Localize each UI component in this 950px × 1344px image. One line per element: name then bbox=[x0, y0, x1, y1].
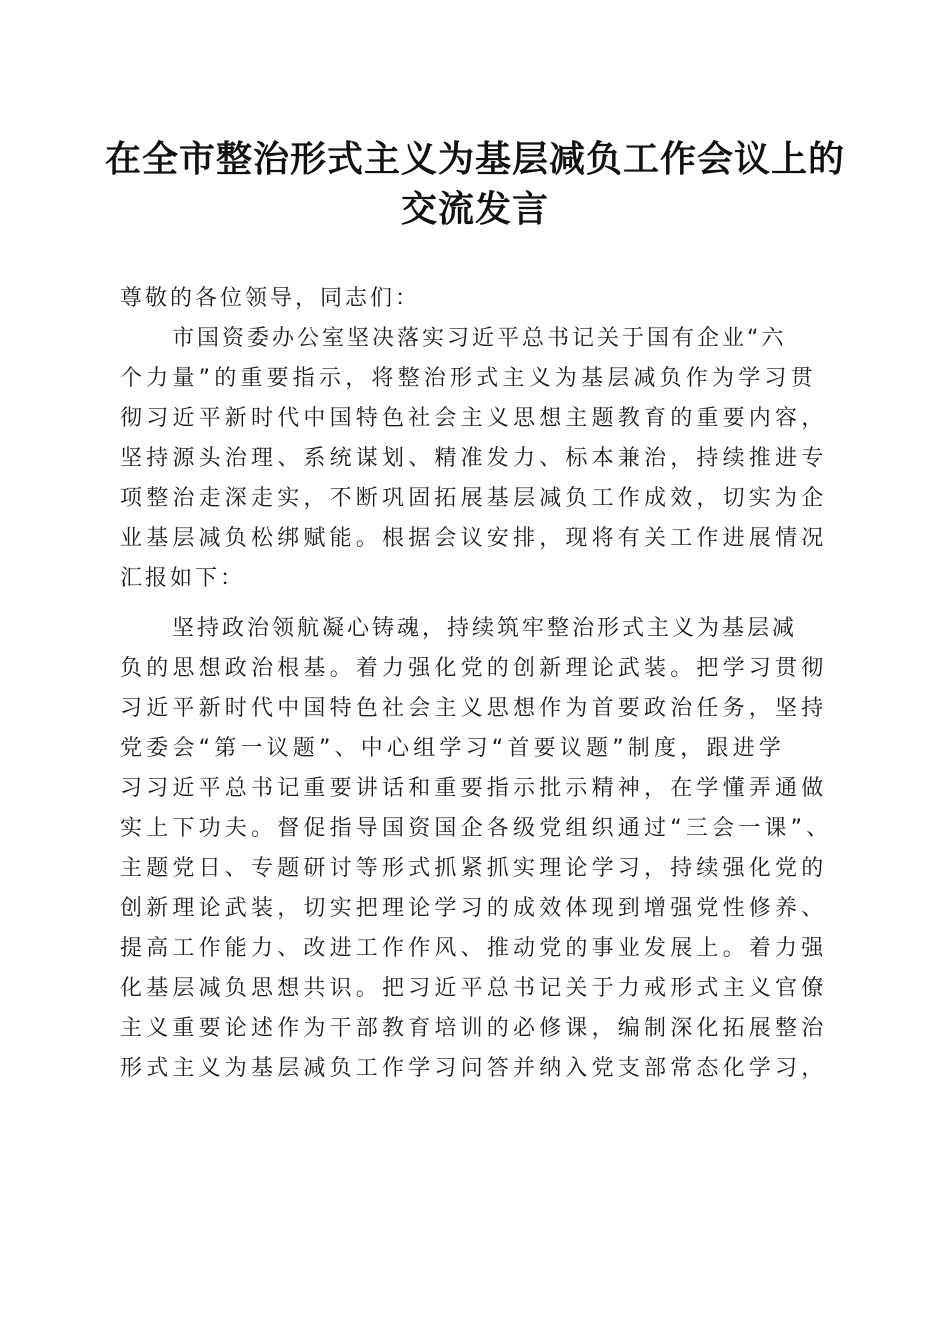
paragraph-line: 形式主义为基层减负工作学习问答并纳入党支部常态化学习， bbox=[120, 1056, 828, 1081]
paragraph-line: 个力量”的重要指示，将整治形式主义为基层减负作为学习贯 bbox=[120, 366, 817, 391]
paragraph-line: 坚持源头治理、系统谋划、精准发力、标本兼治，持续推进专 bbox=[120, 446, 828, 471]
salutation: 尊敬的各位领导，同志们： bbox=[120, 286, 421, 311]
title-line-1: 在全市整治形式主义为基层减负工作会议上的 bbox=[104, 138, 845, 180]
document-title bbox=[100, 134, 850, 234]
paragraph-line: 创新理论武装，切实把理论学习的成效体现到增强党性修养、 bbox=[120, 896, 828, 921]
paragraph-line: 主义重要论述作为干部教育培训的必修课，编制深化拓展整治 bbox=[120, 1016, 828, 1041]
paragraph-line: 彻习近平新时代中国特色社会主义思想主题教育的重要内容， bbox=[120, 406, 828, 431]
title-line-2: 交流发言 bbox=[400, 188, 549, 230]
paragraph-line: 习近平新时代中国特色社会主义思想作为首要政治任务，坚持 bbox=[120, 696, 828, 721]
paragraph-1 bbox=[120, 319, 840, 599]
paragraph-2 bbox=[120, 609, 840, 1089]
paragraph-line: 实上下功夫。督促指导国资国企各级党组织通过“三会一课”、 bbox=[120, 816, 833, 841]
paragraph-line: 化基层减负思想共识。把习近平总书记关于力戒形式主义官僚 bbox=[120, 976, 828, 1001]
paragraph-line: 坚持政治领航凝心铸魂，持续筑牢整治形式主义为基层减 bbox=[172, 616, 798, 641]
paragraph-line: 汇报如下： bbox=[120, 566, 246, 591]
paragraph-line: 提高工作能力、改进工作作风、推动党的事业发展上。着力强 bbox=[120, 936, 828, 961]
paragraph-line: 习习近平总书记重要讲话和重要指示批示精神，在学懂弄通做 bbox=[120, 776, 828, 801]
paragraph-line: 业基层减负松绑赋能。根据会议安排，现将有关工作进展情况 bbox=[120, 526, 828, 551]
paragraph-line: 党委会“第一议题”、中心组学习“首要议题”制度，跟进学 bbox=[120, 736, 785, 761]
paragraph-line: 负的思想政治根基。着力强化党的创新理论武装。把学习贯彻 bbox=[120, 656, 828, 681]
document-body bbox=[120, 279, 840, 1089]
paragraph-line: 主题党日、专题研讨等形式抓紧抓实理论学习，持续强化党的 bbox=[120, 856, 828, 881]
paragraph-line: 项整治走深走实，不断巩固拓展基层减负工作成效，切实为企 bbox=[120, 486, 828, 511]
paragraph-line: 市国资委办公室坚决落实习近平总书记关于国有企业“六 bbox=[172, 326, 787, 351]
